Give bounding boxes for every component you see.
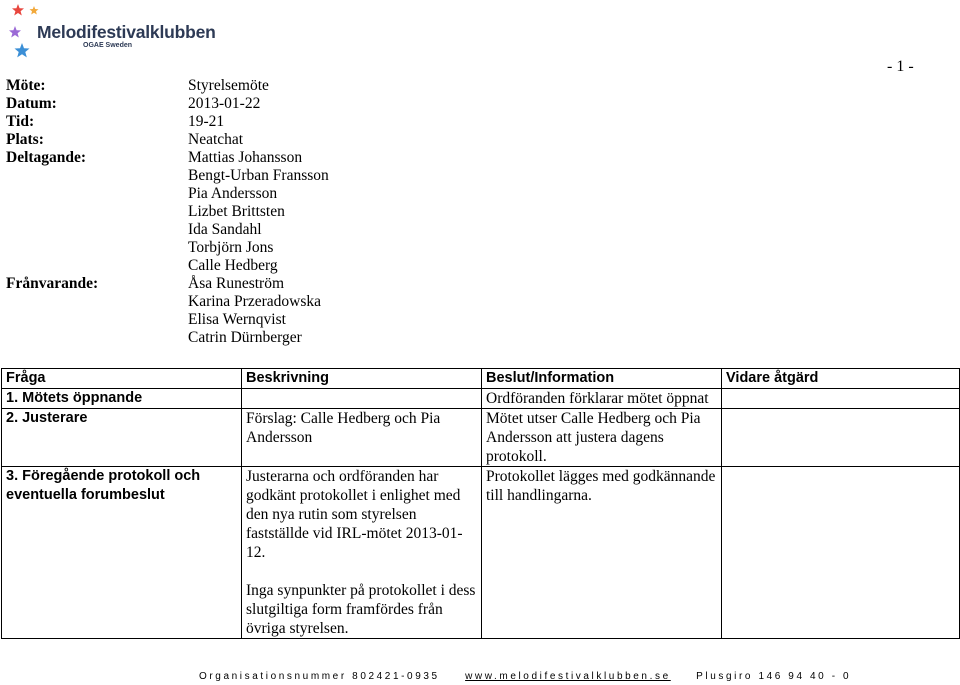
meta-label-mote: Möte: <box>6 77 46 94</box>
paragraph-gap <box>246 562 477 581</box>
header-vidare: Vidare åtgärd <box>722 369 960 389</box>
page-footer <box>199 671 871 682</box>
row-description-2: Inga synpunkter på protokollet i dess slutgiltiga form framfördes från övriga styrelsen. <box>246 582 476 637</box>
participant-name: Lizbet Brittsten <box>188 203 285 220</box>
logo-subtitle: OGAE Sweden <box>83 42 133 49</box>
row-action <box>722 389 960 409</box>
row-topic: 1. Mötets öppnande <box>2 389 242 409</box>
club-logo <box>6 2 216 64</box>
participant-name: Torbjörn Jons <box>188 239 274 256</box>
agenda-table <box>1 368 960 639</box>
absentee-name: Catrin Dürnberger <box>188 329 302 346</box>
row-description-cell <box>242 467 482 639</box>
star-orange-icon <box>30 6 39 15</box>
star-red-icon <box>12 4 24 16</box>
footer-org-number: Organisationsnummer 802421-0935 <box>199 671 440 682</box>
stars-icon <box>6 2 40 62</box>
footer-website-link[interactable]: www.melodifestivalklubben.se <box>465 671 671 682</box>
meta-label-datum: Datum: <box>6 95 57 112</box>
footer-plusgiro: Plusgiro 146 94 40 - 0 <box>696 671 852 682</box>
header-fraga: Fråga <box>2 369 242 389</box>
logo-name: Melodifestivalklubben <box>37 22 216 42</box>
row-action <box>722 409 960 467</box>
absentee-name: Åsa Runeström <box>188 275 285 292</box>
participant-name: Bengt-Urban Fransson <box>188 167 329 184</box>
page-number: - 1 - <box>887 58 914 75</box>
row-action <box>722 467 960 639</box>
absentee-name: Karina Przeradowska <box>188 293 321 310</box>
star-blue-icon <box>15 43 30 57</box>
participant-name: Mattias Johansson <box>188 149 303 166</box>
meta-value-plats: Neatchat <box>188 131 244 148</box>
meta-label-tid: Tid: <box>6 113 35 130</box>
meta-value-mote: Styrelsemöte <box>188 77 269 94</box>
header-beskrivning: Beskrivning <box>242 369 482 389</box>
meta-value-tid: 19-21 <box>188 113 225 130</box>
participant-name: Pia Andersson <box>188 185 278 202</box>
meta-label-deltagande: Deltagande: <box>6 149 87 166</box>
star-purple-icon <box>9 26 21 38</box>
participant-name: Calle Hedberg <box>188 257 278 274</box>
row-decision: Ordföranden förklarar mötet öppnat <box>482 389 722 409</box>
table-row <box>2 467 960 639</box>
row-topic: 3. Föregående protokoll och eventuella forumbeslut <box>2 467 242 639</box>
meta-label-franvarande: Frånvarande: <box>6 275 99 292</box>
row-description <box>242 389 482 409</box>
row-topic: 2. Justerare <box>2 409 242 467</box>
meta-label-plats: Plats: <box>6 131 44 148</box>
table-row <box>2 389 960 409</box>
row-decision: Protokollet lägges med godkännande till handlingarna. <box>482 467 722 639</box>
absentee-name: Elisa Wernqvist <box>188 311 286 328</box>
table-header-row <box>2 369 960 389</box>
row-description: Justerarna och ordföranden har godkänt protokollet i enlighet med den nya rutin som styrelsen fastställde vid IRL-mötet 2013-01-12. <box>246 468 463 561</box>
row-description: Förslag: Calle Hedberg och Pia Andersson <box>242 409 482 467</box>
header-beslut: Beslut/Information <box>482 369 722 389</box>
row-decision: Mötet utser Calle Hedberg och Pia Andersson att justera dagens protokoll. <box>482 409 722 467</box>
participant-name: Ida Sandahl <box>188 221 262 238</box>
meta-value-datum: 2013-01-22 <box>188 95 261 112</box>
table-row <box>2 409 960 467</box>
